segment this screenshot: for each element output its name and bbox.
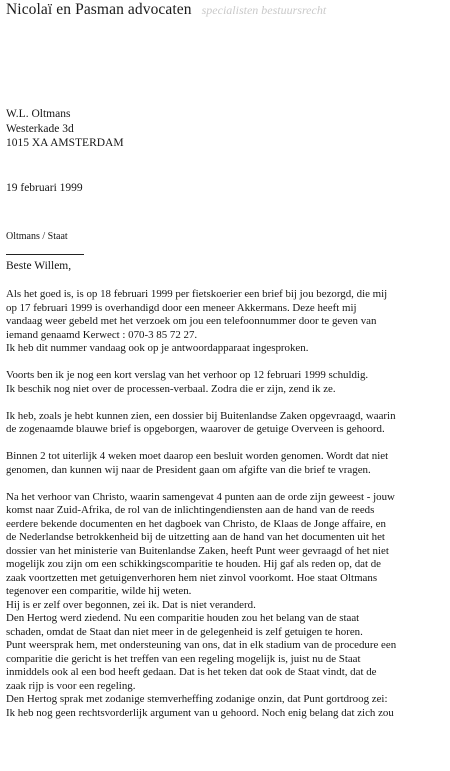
- body-line: Na het verhoor van Christo, waarin samengevat 4 punten aan de orde zijn geweest - jouw: [6, 490, 395, 503]
- firm-tagline: specialisten bestuursrecht: [201, 3, 327, 17]
- body-line: dossier van het ministerie van Buitenlandse Zaken, heeft Punt weer gevraagd of het niet: [6, 544, 389, 557]
- body-paragraph: [6, 288, 448, 356]
- body-paragraph: [6, 410, 448, 437]
- body-line: Hij is er zelf over begonnen, zei ik. Dat is niet veranderd.: [6, 598, 256, 611]
- letterhead: [6, 1, 326, 19]
- body-line: de zogenaamde blauwe brief is opgeborgen, waarover de getuige Overveen is gehoord.: [6, 423, 385, 435]
- case-reference: Oltmans / Staat: [6, 231, 68, 242]
- body-line: zaak voortzetten met getuigenverhoren hem niet zinvol voorkomt. Hoe staat Oltmans: [6, 571, 378, 584]
- body-line: Ik beschik nog niet over de processen-verbaal. Zodra die er zijn, zend ik ze.: [6, 382, 336, 395]
- body-line: zaak rijp is voor een regeling.: [6, 679, 136, 692]
- body-line: genomen, dan kunnen wij naar de President gaan om afgifte van die brief te vragen.: [6, 463, 371, 476]
- body-line: Als het goed is, is op 18 februari 1999 per fietskoerier een brief bij jou bezorgd, die mij: [6, 288, 388, 300]
- body-line: de Nederlandse betrokkenheid bij de uitzetting aan de hand van het documenten uit het: [6, 531, 385, 543]
- body-line: Ik heb, zoals je hebt kunnen zien, een dossier bij Buitenlandse Zaken opgevraagd, waarin: [6, 409, 396, 422]
- recipient-street: Westerkade 3d: [6, 122, 74, 135]
- letter-date: 19 februari 1999: [6, 182, 83, 194]
- reference-divider: [6, 254, 84, 255]
- body-line: op 17 februari 1999 is overhandigd door een meneer Akkermans. Deze heeft mij: [6, 301, 357, 314]
- body-line: mogelijk zou zijn om een schikkingscomparitie te houden. Hij gaf als reden op, dat de: [6, 558, 382, 570]
- recipient-city: 1015 XA AMSTERDAM: [6, 137, 124, 149]
- recipient-name: W.L. Oltmans: [6, 108, 71, 120]
- body-line: komst naar Zuid-Afrika, de rol van de inlichtingendiensten aan de hand van de reeds: [6, 504, 375, 516]
- letter-body: [6, 288, 448, 720]
- body-line: Voorts ben ik je nog een kort verslag van het verhoor op 12 februari 1999 schuldig.: [6, 369, 369, 381]
- body-line: tegenover een comparitie, wilde hij weten.: [6, 585, 192, 597]
- salutation: Beste Willem,: [6, 260, 72, 272]
- body-line: iemand genaamd Kerwect : 070-3 85 72 27.: [6, 328, 198, 341]
- recipient-address: [6, 107, 124, 151]
- body-line: Punt weersprak hem, met ondersteuning van ons, dat in elk stadium van de procedure een: [6, 639, 397, 651]
- body-paragraph: [6, 450, 448, 477]
- body-line: Den Hertog werd ziedend. Nu een comparitie houden zou het belang van de staat: [6, 612, 360, 624]
- body-line: inmiddels ook al een bod heeft gedaan. Dat is het teken dat ook de Staat vindt, dat de: [6, 666, 377, 678]
- body-line: vandaag weer gebeld met het verzoek om jou een telefoonnummer door te geven van: [6, 315, 377, 327]
- body-line: Ik heb nog geen rechtsvorderlijk argument van u gehoord. Noch enig belang dat zich zou: [6, 706, 394, 719]
- body-line: comparitie die gericht is het treffen van een regeling mogelijk is, juist nu de Staat: [6, 652, 361, 665]
- body-line: Den Hertog sprak met zodanige stemverheffing zodanige onzin, dat Punt gortdroog zei:: [6, 693, 388, 705]
- body-paragraph: [6, 369, 448, 396]
- body-line: schaden, omdat de Staat dan niet meer in de gelegenheid is zelf getuigen te horen.: [6, 625, 363, 638]
- body-line: Ik heb dit nummer vandaag ook op je antwoordapparaat ingesproken.: [6, 342, 309, 354]
- firm-name: Nicolaï en Pasman advocaten: [6, 1, 192, 18]
- body-paragraph: [6, 491, 448, 721]
- body-line: eerdere bekende documenten en het dagboek van Christo, de Klaas de Jonge affaire, en: [6, 517, 386, 530]
- body-line: Binnen 2 tot uiterlijk 4 weken moet daarop een besluit worden genomen. Wordt dat niet: [6, 450, 389, 462]
